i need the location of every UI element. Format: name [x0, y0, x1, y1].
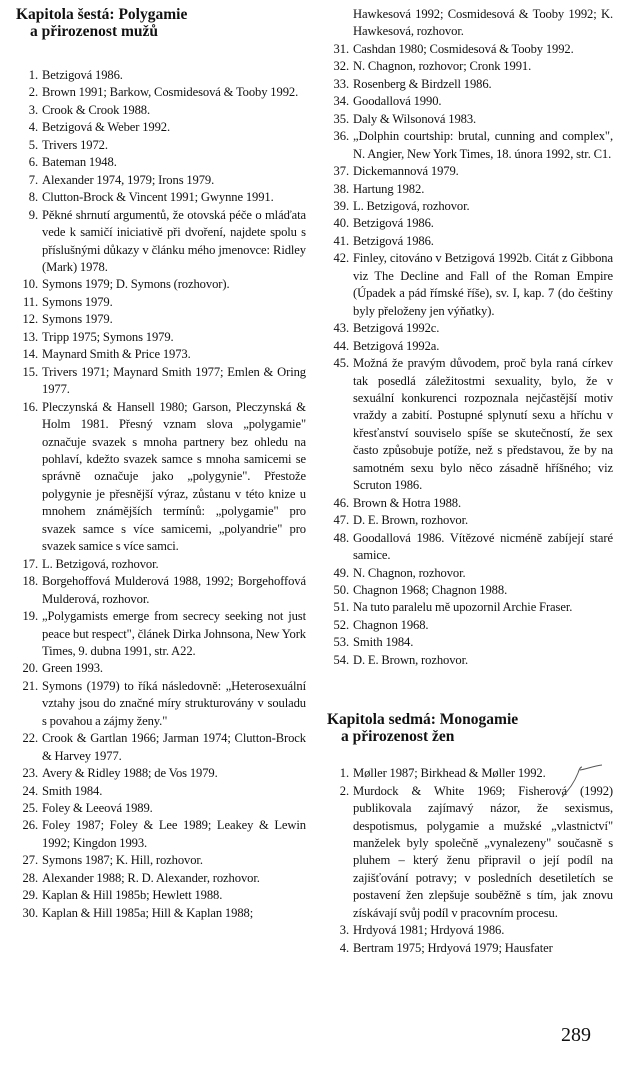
footnote-text: Brown & Hotra 1988. — [353, 495, 462, 510]
footnote-text: Bertram 1975; Hrdyová 1979; Hausfater — [353, 940, 553, 955]
footnote-number: 39. — [333, 198, 349, 213]
footnote-text: Betzigová 1992c. — [353, 321, 440, 336]
footnote-item — [16, 887, 306, 904]
footnote-text: Finley, citováno v Betzigová 1992b. Citát z Gibbona viz The Decline and Fall of the Roman Empire (Úpadek a pád římské říše), sv. I, kap. 7 (do češtiny byly přeloženy jen výňatky). — [353, 251, 613, 318]
footnote-item — [16, 294, 306, 311]
footnote-number: 40. — [333, 216, 349, 231]
footnote-item — [16, 783, 306, 800]
footnote-item — [327, 76, 613, 93]
footnote-text: Betzigová & Weber 1992. — [42, 120, 171, 135]
footnote-text: Crook & Crook 1988. — [42, 102, 151, 117]
footnote-text: Dickemannová 1979. — [353, 164, 459, 179]
footnote-number: 44. — [333, 338, 349, 353]
footnote-number: 48. — [333, 530, 349, 545]
footnote-number: 49. — [333, 565, 349, 580]
footnote-text: Møller 1987; Birkhead & Møller 1992. — [353, 766, 546, 781]
footnote-number: 19. — [22, 609, 38, 624]
footnote-text: Maynard Smith & Price 1973. — [42, 347, 191, 362]
footnote-number: 45. — [333, 356, 349, 371]
footnote-item — [16, 346, 306, 363]
footnote-number: 52. — [333, 617, 349, 632]
footnote-item — [327, 163, 613, 180]
footnote-item — [327, 582, 613, 599]
footnote-item — [16, 573, 306, 608]
footnote-item — [16, 399, 306, 556]
footnote-item — [327, 58, 613, 75]
footnote-number: 26. — [22, 818, 38, 833]
pencil-mark-icon — [558, 761, 606, 801]
footnote-number: 35. — [333, 111, 349, 126]
footnote-text: Cashdan 1980; Cosmidesová & Tooby 1992. — [353, 41, 574, 56]
footnote-item — [327, 215, 613, 232]
footnote-number: 50. — [333, 582, 349, 597]
footnote-text: Chagnon 1968. — [353, 617, 429, 632]
footnote-text: N. Chagnon, rozhovor. — [353, 565, 466, 580]
footnote-number: 37. — [333, 164, 349, 179]
chapter6-notes-continued — [327, 41, 613, 669]
footnote-text: Hartung 1982. — [353, 181, 425, 196]
footnote-text: Goodallová 1990. — [353, 94, 442, 109]
footnote-number: 16. — [22, 399, 38, 414]
footnote-text: Smith 1984. — [42, 783, 103, 798]
footnote-text: Tripp 1975; Symons 1979. — [42, 329, 174, 344]
footnote-text: Avery & Ridley 1988; de Vos 1979. — [42, 766, 218, 781]
footnote-text: Goodallová 1986. Vítězové nicméně zabíjejí staré samice. — [353, 530, 613, 563]
footnote-item — [327, 495, 613, 512]
footnote-text: Symons (1979) to říká následovně: „Heterosexuální vztahy jsou do značné míry strukturovány v souladu s povahou a zájmy ženy." — [42, 678, 306, 728]
footnote-item — [16, 730, 306, 765]
footnote-number: 3. — [339, 923, 349, 938]
footnote-item — [16, 189, 306, 206]
footnote-text: Foley & Leeová 1989. — [42, 801, 153, 816]
footnote-number: 13. — [22, 329, 38, 344]
footnote-item — [327, 181, 613, 198]
chapter6-heading — [16, 6, 306, 40]
footnote-text: Betzigová 1992a. — [353, 338, 440, 353]
footnote-item — [16, 852, 306, 869]
footnote-number: 10. — [22, 277, 38, 292]
chapter7-title-line1: Kapitola sedmá: Monogamie — [327, 711, 519, 729]
footnote-item — [16, 678, 306, 730]
footnote-text: D. E. Brown, rozhovor. — [353, 513, 469, 528]
footnote-item — [327, 940, 613, 957]
footnote-item — [327, 111, 613, 128]
footnote-text: Symons 1979; D. Symons (rozhovor). — [42, 277, 230, 292]
chapter7-title-line2: a přirozenost žen — [341, 728, 455, 746]
footnote-number: 36. — [333, 129, 349, 144]
footnote-number: 11. — [23, 294, 38, 309]
footnote-text: Daly & Wilsonová 1983. — [353, 111, 477, 126]
footnote-number: 33. — [333, 76, 349, 91]
footnote-text: Murdock & White 1969; Fisherová (1992) publikovala zajímavý názor, že sexismus, despotismus, polygamie a mužské „vlastnictví" manželek byly společně „vynalezeny" současně s pluhem – který ženu připravil o její podíl na zajišťování potravy; v posledních desetiletích se postavení žen zlepšuje souběžně s tím, jak znovu získávají svůj podíl v pracovním procesu. — [353, 783, 613, 920]
footnote-text: Smith 1984. — [353, 635, 414, 650]
footnote-text: L. Betzigová, rozhovor. — [353, 198, 470, 213]
footnote-item — [16, 800, 306, 817]
footnote-item — [16, 311, 306, 328]
footnote-text: Betzigová 1986. — [42, 68, 123, 82]
footnote-number: 29. — [22, 888, 38, 903]
footnote-number: 47. — [333, 513, 349, 528]
footnote-item — [327, 320, 613, 337]
footnote-number: 43. — [333, 321, 349, 336]
footnote-number: 2. — [339, 783, 349, 798]
footnote-text: Pěkné shrnutí argumentů, že otovská péče o mláďata vede k samičí iniciativě při dvoření, najdete spolu s příslušnými důkazy v článku mého jmenovce: Ridley (Mark) 1978. — [42, 207, 306, 274]
footnote-number: 46. — [333, 495, 349, 510]
footnote-item — [327, 512, 613, 529]
footnote-text: „Dolphin courtship: brutal, cunning and complex", N. Angier, New York Times, 18. února 1992, str. C1. — [353, 129, 613, 161]
footnote-item — [16, 172, 306, 189]
right-column — [327, 6, 613, 957]
footnote-text: Betzigová 1986. — [353, 216, 434, 231]
footnote-text: Clutton-Brock & Vincent 1991; Gwynne 1991. — [42, 190, 274, 205]
chapter7-heading — [327, 711, 613, 745]
footnote-number: 21. — [22, 678, 38, 693]
footnote-text: Kaplan & Hill 1985b; Hewlett 1988. — [42, 888, 223, 903]
footnote-text: Trivers 1972. — [42, 137, 108, 152]
note-30-continuation: Hawkesová 1992; Cosmidesová & Tooby 1992; K. Hawkesová, rozhovor. — [353, 7, 613, 39]
footnote-text: Trivers 1971; Maynard Smith 1977; Emlen & Oring 1977. — [42, 364, 306, 397]
footnote-item — [16, 556, 306, 573]
footnote-item — [16, 660, 306, 677]
footnote-item — [327, 922, 613, 939]
footnote-item — [327, 634, 613, 651]
footnote-item — [327, 355, 613, 495]
footnote-text: Rosenberg & Birdzell 1986. — [353, 76, 492, 91]
footnote-number: 4. — [339, 940, 349, 955]
footnote-item — [16, 67, 306, 84]
footnote-number: 53. — [333, 635, 349, 650]
footnote-number: 28. — [22, 870, 38, 885]
footnote-number: 22. — [22, 731, 38, 746]
footnote-text: Crook & Gartlan 1966; Jarman 1974; Clutton-Brock & Harvey 1977. — [42, 731, 306, 763]
footnote-item — [327, 93, 613, 110]
footnote-number: 27. — [22, 853, 38, 868]
footnote-number: 20. — [22, 661, 38, 676]
footnote-item — [327, 41, 613, 58]
footnote-text: Možná že pravým důvodem, proč byla raná církev tak posedlá záležitostmi sexuality, bylo, že v sexuální konkurenci rozpoznala nejčastější motiv vraždy a zabití. Postupné splynutí sexu a hříchu v křesťanství souviselo spíše se skutečností, že sex často způsobuje potíže, než s představou, že by na samotném sexu bylo něco zásadně hříšného; viz Scruton 1986. — [353, 356, 613, 493]
footnote-number: 8. — [28, 190, 38, 205]
page-number: 289 — [561, 1024, 591, 1046]
footnote-item — [16, 870, 306, 887]
footnote-item — [16, 84, 306, 101]
footnote-item — [16, 102, 306, 119]
footnote-number: 24. — [22, 783, 38, 798]
footnote-number: 15. — [22, 364, 38, 379]
footnote-text: Hrdyová 1981; Hrdyová 1986. — [353, 923, 505, 938]
footnote-item — [327, 128, 613, 163]
footnote-text: D. E. Brown, rozhovor. — [353, 652, 469, 667]
footnote-number: 30. — [22, 905, 38, 920]
footnote-text: N. Chagnon, rozhovor; Cronk 1991. — [353, 59, 532, 74]
footnote-item — [16, 364, 306, 399]
footnote-number: 12. — [22, 312, 38, 327]
footnote-number: 18. — [22, 574, 38, 589]
footnote-number: 9. — [28, 207, 38, 222]
footnote-item — [327, 565, 613, 582]
footnote-number: 6. — [28, 155, 38, 170]
footnote-number: 23. — [22, 766, 38, 781]
footnote-number: 1. — [339, 766, 349, 781]
footnote-item — [16, 817, 306, 852]
footnote-text: Bateman 1948. — [42, 155, 117, 170]
footnote-text: Symons 1987; K. Hill, rozhovor. — [42, 853, 203, 868]
left-column — [16, 6, 306, 922]
footnote-item — [327, 198, 613, 215]
footnote-item — [16, 608, 306, 660]
footnote-number: 51. — [333, 600, 349, 615]
footnote-item — [16, 207, 306, 277]
footnote-text: Brown 1991; Barkow, Cosmidesová & Tooby 1992. — [42, 85, 299, 100]
footnote-number: 32. — [333, 59, 349, 74]
footnote-number: 41. — [333, 233, 349, 248]
footnote-item — [16, 137, 306, 154]
footnote-number: 54. — [333, 652, 349, 667]
footnote-item — [327, 250, 613, 320]
footnote-item — [327, 599, 613, 616]
footnote-item — [327, 338, 613, 355]
footnote-text: Betzigová 1986. — [353, 233, 434, 248]
footnote-number: 2. — [28, 85, 38, 100]
footnote-text: Green 1993. — [42, 661, 103, 676]
footnote-item — [327, 783, 613, 923]
footnote-text: Foley 1987; Foley & Lee 1989; Leakey & Lewin 1992; Kingdon 1993. — [42, 818, 306, 850]
footnote-number: 7. — [28, 172, 38, 187]
footnote-number: 42. — [333, 251, 349, 266]
chapter6-title-line1: Kapitola šestá: Polygamie — [16, 6, 188, 23]
footnote-number: 31. — [333, 41, 349, 56]
chapter6-notes — [16, 67, 306, 922]
footnote-item — [327, 617, 613, 634]
footnote-item — [16, 765, 306, 782]
footnote-text: Alexander 1974, 1979; Irons 1979. — [42, 172, 215, 187]
footnote-item — [327, 652, 613, 669]
footnote-item — [327, 233, 613, 250]
footnote-item — [16, 276, 306, 293]
footnote-item — [16, 119, 306, 136]
footnote-text: Alexander 1988; R. D. Alexander, rozhovor. — [42, 870, 260, 885]
footnote-number: 25. — [22, 801, 38, 816]
footnote-number: 14. — [22, 347, 38, 362]
footnote-text: Pleczynská & Hansell 1980; Garson, Pleczynská & Holm 1981. Přesný vznam slova „polygamie" označuje svazek s mnoha partnery bez ohledu na pohlaví, kdežto svazek samce s mnoha samicemi se správně označuje jako „polygynie". Přestože polygynie je přesnější výraz, zůstanu v této knize u mnohem známějších termínů: „polygamie" pro svazek samce s více samicemi, „polyandrie" pro svazek samice s více samci. — [42, 399, 306, 554]
footnote-text: Borgehoffová Mulderová 1988, 1992; Borgehoffová Mulderová, rozhovor. — [42, 574, 306, 606]
footnote-item — [16, 905, 306, 922]
footnote-item — [327, 530, 613, 565]
footnote-text: Na tuto paralelu mě upozornil Archie Fraser. — [353, 600, 573, 615]
footnote-text: L. Betzigová, rozhovor. — [42, 556, 159, 571]
footnote-text: Kaplan & Hill 1985a; Hill & Kaplan 1988; — [42, 905, 254, 920]
footnote-text: Chagnon 1968; Chagnon 1988. — [353, 582, 508, 597]
footnote-number: 3. — [28, 102, 38, 117]
footnote-text: Symons 1979. — [42, 312, 113, 327]
footnote-number: 4. — [28, 120, 38, 135]
footnote-number: 5. — [28, 137, 38, 152]
footnote-item — [16, 329, 306, 346]
footnote-text: Symons 1979. — [42, 294, 113, 309]
footnote-text: „Polygamists emerge from secrecy seeking not just peace but respect", článek Dirka Johnsona, New York Times, 9. dubna 1991, str. A22. — [42, 609, 306, 658]
footnote-number: 17. — [22, 556, 38, 571]
footnote-number: 34. — [333, 94, 349, 109]
footnote-number: 38. — [333, 181, 349, 196]
footnote-number: 1. — [28, 68, 38, 82]
chapter6-title-line2: a přirozenost mužů — [30, 23, 159, 40]
footnote-item — [16, 154, 306, 171]
